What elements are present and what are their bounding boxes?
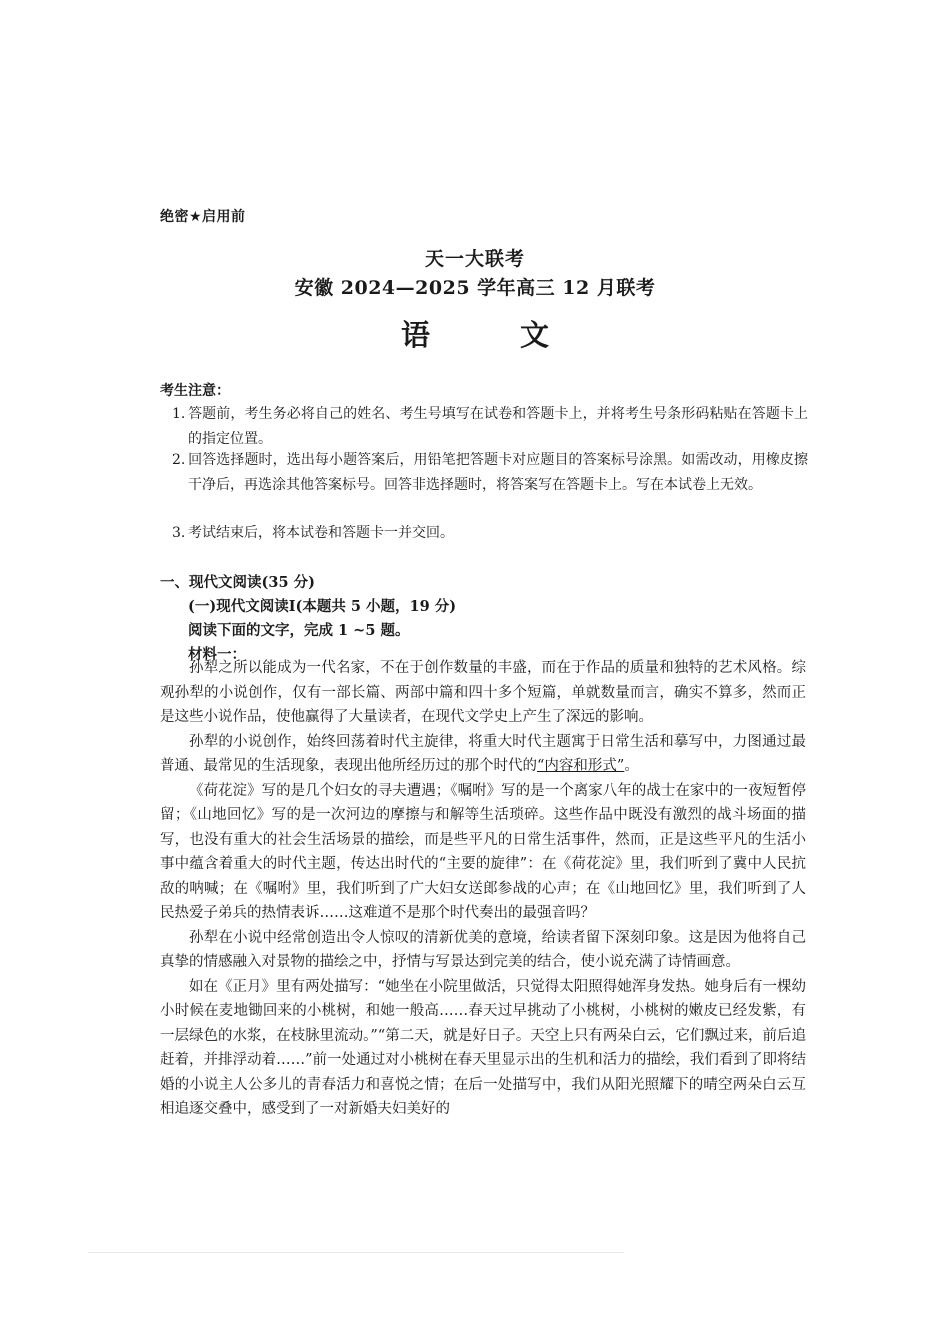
passage-paragraph: 如在《正月》里有两处描写：“她坐在小院里做活，只觉得太阳照得她浑身发热。她身后有一棵幼小时候在麦地锄回来的小桃树，和她一般高……春天过早挑动了小桃树，小桃树的嫩皮已经发紫，有一层绿色的水浆，在枝脉里流动。”“第二天，就是好日子。天空上只有两朵白云，它们飘过来，前后追赶着，并排浮动着……”前一处通过对小桃树在春天里显示出的生机和活力的描绘，我们看到了即将结婚的小说主人公多儿的青春活力和喜悦之情；在后一处描写中，我们从阳光照耀下的晴空两朵白云互相追逐交叠中，感受到了一对新婚夫妇美好的 [160, 978, 806, 1117]
notice-item [172, 402, 808, 452]
notice-item-number: 2. [172, 452, 186, 468]
notice-heading: 考生注意： [160, 383, 230, 399]
reading-passage [160, 656, 806, 1122]
exam-title: 安徽 2024—2025 学年高三 12 月联考 [294, 277, 656, 299]
passage-paragraph: 孙犁在小说中经常创造出令人惊叹的清新优美的意境，给读者留下深刻印象。这是因为他将自己真挚的情感融入对景物的描绘之中，抒情与写景达到完美的结合，使小说充满了诗情画意。 [160, 929, 806, 970]
notice-item [172, 448, 808, 498]
notice-item-text: 答题前，考生务必将自己的姓名、考生号填写在试卷和答题卡上，并将考生号条形码粘贴在答题卡上的指定位置。 [188, 406, 808, 447]
scan-artifact-line [88, 1252, 624, 1253]
passage-text: 。 [624, 758, 639, 774]
notice-item-text: 回答选择题时，选出每小题答案后，用铅笔把答题卡对应题目的答案标号涂黑。如需改动，用橡皮擦干净后，再选涂其他答案标号。回答非选择题时，将答案写在答题卡上。写在本试卷上无效。 [188, 452, 808, 493]
passage-paragraph: 孙犁之所以能成为一代名家，不在于创作数量的丰盛，而在于作品的质量和独特的艺术风格。综观孙犁的小说创作，仅有一部长篇、两部中篇和四十多个短篇，单就数量而言，确实不算多，然而正是这些小说作品，使他赢得了大量读者，在现代文学史上产生了深远的影响。 [160, 660, 806, 725]
passage-paragraph: 《荷花淀》写的是几个妇女的寻夫遭遇；《嘱咐》写的是一个离家八年的战士在家中的一夜短暂停留；《山地回忆》写的是一次河边的摩擦与和解等生活琐碎。这些作品中既没有激烈的战斗场面的描写，也没有重大的社会生活场景的描绘，而是些平凡的日常生活事件，然而，正是这些平凡的生活小事中蕴含着重大的时代主题，传达出时代的“主要的旋律”：在《荷花淀》里，我们听到了冀中人民抗敌的呐喊；在《嘱咐》里，我们听到了广大妇女送郎参战的心声；在《山地回忆》里，我们听到了人民热爱子弟兵的热情表诉……这难道不是那个时代奏出的最强音吗？ [160, 782, 806, 921]
notice-item-number: 1. [172, 406, 186, 422]
notice-item [172, 521, 808, 546]
subject-title: 语 文 [400, 318, 590, 352]
subsection-title: (一)现代文阅读Ⅰ(本题共 5 小题，19 分) [188, 598, 457, 615]
notice-item-text: 考试结束后，将本试卷和答题卡一并交回。 [188, 525, 454, 541]
reading-instruction: 阅读下面的文字，完成 1 ~5 题。 [188, 622, 410, 639]
exam-organizer: 天一大联考 [424, 248, 525, 270]
passage-paragraph [160, 730, 806, 779]
material-label: 材料一： [188, 646, 246, 663]
section-title: 一、现代文阅读(35 分) [160, 574, 315, 591]
underlined-phrase: “内容和形式” [537, 758, 625, 774]
passage-text: 孙犁的小说创作，始终回荡着时代主旋律，将重大时代主题寓于日常生活和摹写中，力图通过最普通、最常见的生活现象，表现出他所经历过的那个时代的 [160, 733, 806, 774]
confidential-label: 绝密★启用前 [160, 209, 246, 225]
notice-item-number: 3. [172, 525, 186, 541]
